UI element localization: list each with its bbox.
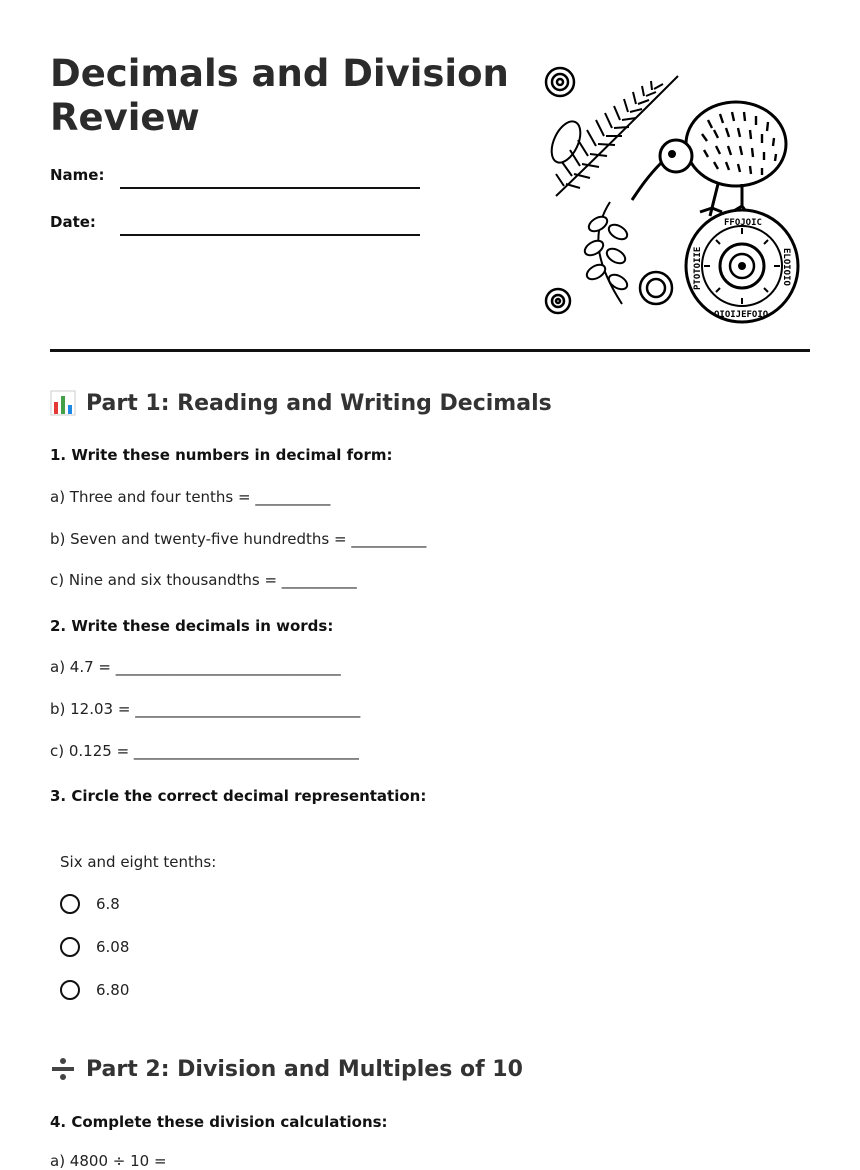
name-label: Name: — [50, 166, 105, 184]
question-2b-text: b) 12.03 = — [50, 700, 136, 718]
ring-icon — [640, 272, 672, 304]
spiral-icon — [546, 289, 570, 313]
question-2a — [50, 658, 341, 676]
question-2c-text: c) 0.125 = — [50, 742, 134, 760]
date-label: Date: — [50, 213, 96, 231]
section-divider — [50, 349, 810, 352]
option-6-8[interactable] — [60, 891, 120, 917]
question-4-title: 4. Complete these division calculations: — [50, 1113, 388, 1131]
leaf-branch-icon — [582, 202, 629, 304]
radio-button[interactable] — [60, 980, 80, 1000]
page-title: Decimals and Division Review — [50, 52, 509, 139]
kiwi-illustration — [536, 58, 806, 324]
question-1b-text: b) Seven and twenty-five hundredths = — [50, 530, 352, 548]
option-label: 6.08 — [96, 938, 130, 956]
division-icon — [50, 1056, 76, 1082]
question-2c-answer-blank[interactable]: ______________________________ — [133, 742, 359, 760]
question-2b-answer-blank[interactable]: ______________________________ — [135, 700, 361, 718]
radio-button[interactable] — [60, 894, 80, 914]
part1-heading — [50, 390, 552, 416]
question-1c — [50, 571, 357, 589]
question-1c-answer-blank[interactable]: __________ — [281, 571, 357, 589]
medallion-text-bottom: OIOIJEFOIO — [714, 310, 769, 320]
medallion-text-right: ELOIOIO — [781, 248, 791, 286]
question-3-prompt: Six and eight tenths: — [60, 853, 217, 871]
question-3-title: 3. Circle the correct decimal representation: — [50, 787, 427, 805]
spiral-icon — [546, 68, 574, 96]
part2-heading-text: Part 2: Division and Multiples of 10 — [86, 1056, 523, 1082]
option-6-80[interactable] — [60, 977, 129, 1003]
bar-chart-icon — [50, 390, 76, 416]
option-6-08[interactable] — [60, 934, 129, 960]
radio-button[interactable] — [60, 937, 80, 957]
question-1b — [50, 530, 426, 548]
question-1c-text: c) Nine and six thousandths = — [50, 571, 282, 589]
date-field-line[interactable] — [120, 234, 420, 236]
question-4a: a) 4800 ÷ 10 = — [50, 1152, 167, 1170]
part2-heading — [50, 1056, 523, 1082]
option-label: 6.8 — [96, 895, 120, 913]
question-2b — [50, 700, 360, 718]
question-1a — [50, 488, 330, 506]
question-1a-answer-blank[interactable]: __________ — [255, 488, 331, 506]
medallion-icon — [686, 210, 798, 322]
option-label: 6.80 — [96, 981, 130, 999]
medallion-text-top: FFOJOIC — [724, 218, 762, 228]
question-1-title: 1. Write these numbers in decimal form: — [50, 446, 393, 464]
question-1a-text: a) Three and four tenths = — [50, 488, 256, 506]
kiwi-bird-icon — [632, 102, 786, 216]
medallion-text-left: PTOTOIIE — [693, 246, 703, 290]
name-field-line[interactable] — [120, 187, 420, 189]
question-2c — [50, 742, 359, 760]
question-2a-text: a) 4.7 = — [50, 658, 116, 676]
question-2a-answer-blank[interactable]: ______________________________ — [115, 658, 341, 676]
question-1b-answer-blank[interactable]: __________ — [351, 530, 427, 548]
question-2-title: 2. Write these decimals in words: — [50, 617, 334, 635]
part1-heading-text: Part 1: Reading and Writing Decimals — [86, 390, 552, 416]
